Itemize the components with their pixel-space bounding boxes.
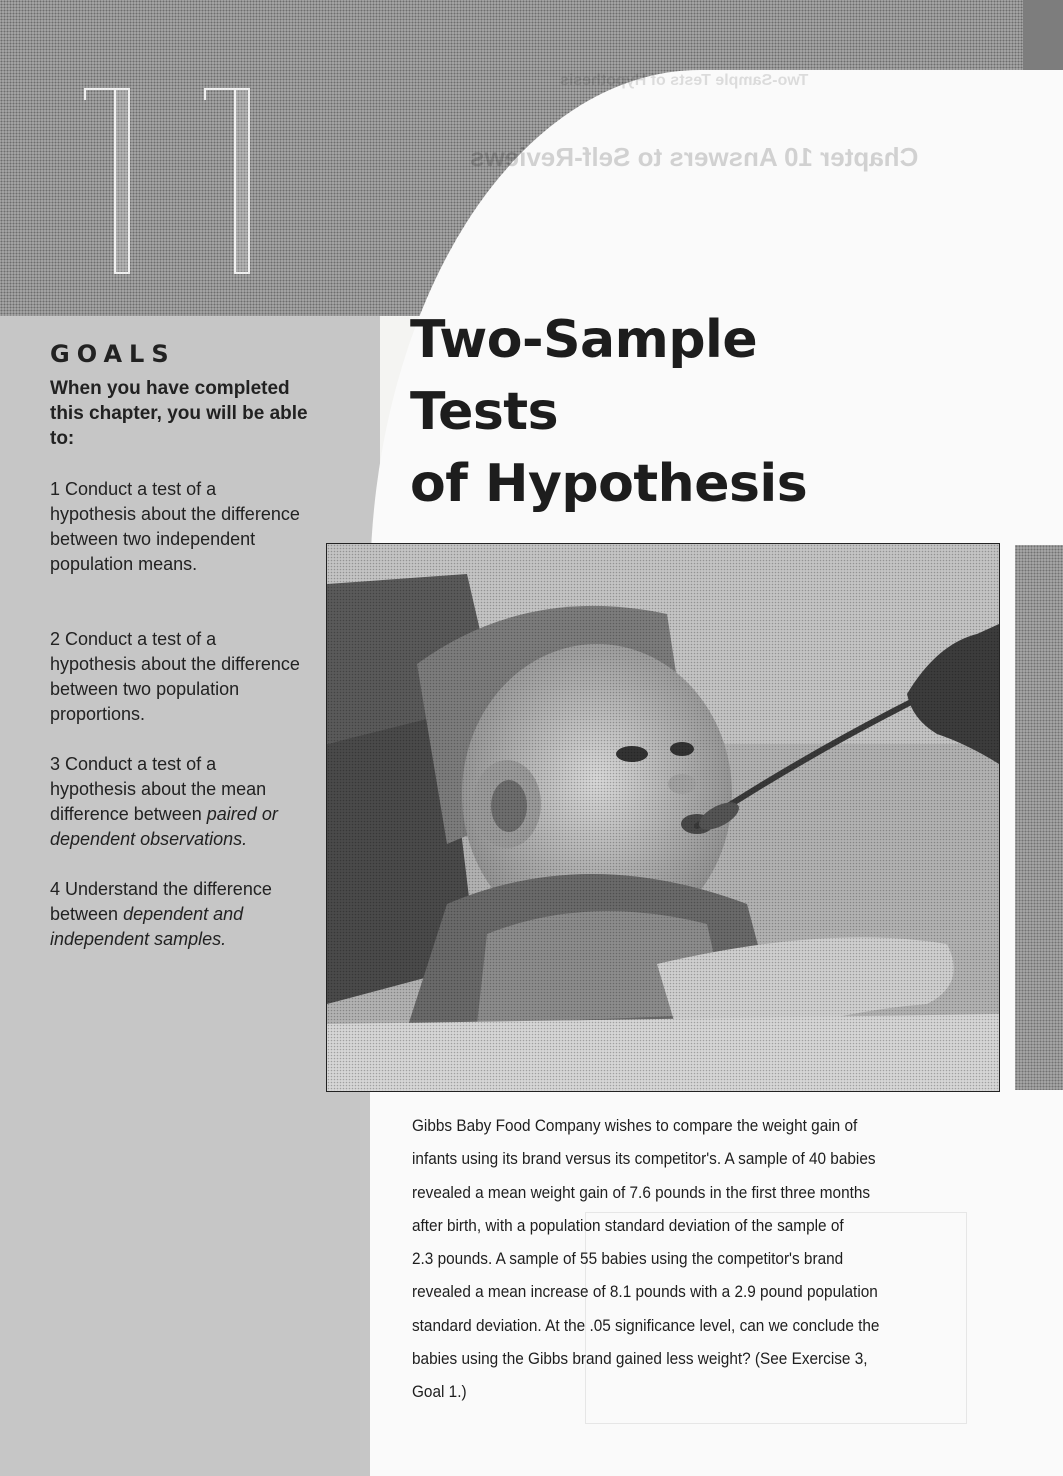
goal-text: Understand the difference between [50, 879, 272, 924]
chapter-title [410, 304, 890, 520]
photo-baby-being-fed-icon [327, 544, 999, 1091]
goal-item [50, 477, 300, 577]
chapter-photo [326, 543, 1000, 1092]
caption-line: standard deviation. At the .05 significance level, can we conclude the [412, 1316, 880, 1335]
caption-line: babies using the Gibbs brand gained less weight? (See Exercise 3, [412, 1350, 868, 1369]
goal-item [50, 752, 300, 852]
goals-heading: GOALS [50, 340, 176, 368]
chapter-digit-one [204, 88, 264, 274]
caption-line: infants using its brand versus its competitor's. A sample of 40 babies [412, 1150, 876, 1169]
goal-item [50, 877, 300, 952]
goal-text: Conduct a test of a hypothesis about the difference between two population proportions. [50, 629, 300, 724]
side-tab [1015, 545, 1063, 1090]
goal-emphasis: paired or dependent observations. [50, 804, 278, 849]
goal-text: Conduct a test of a hypothesis about the mean difference between [50, 754, 267, 824]
goal-number: 2 [50, 629, 61, 649]
caption-line: Gibbs Baby Food Company wishes to compare the weight gain of [412, 1117, 858, 1135]
goals-intro: When you have completed this chapter, you will be able to: [50, 378, 308, 449]
goal-emphasis: dependent and independent samples. [50, 904, 244, 949]
caption-line: after birth, with a population standard deviation of the sample of [412, 1216, 844, 1235]
caption-line: Goal 1.) [412, 1383, 467, 1402]
chapter-title-line: of Hypothesis [410, 454, 808, 514]
top-right-strip [1023, 0, 1063, 70]
caption-line: 2.3 pounds. A sample of 55 babies using the competitor's brand [412, 1250, 844, 1269]
bleed-through-running-head: Two-Sample Tests of Hypothesis [560, 72, 809, 89]
goal-number: 4 [50, 879, 61, 899]
goal-text: Conduct a test of a hypothesis about the difference between two independent population means. [50, 479, 300, 574]
goal-number: 3 [50, 754, 61, 774]
goal-item [50, 627, 300, 727]
chapter-digit-one [84, 88, 144, 274]
chapter-number [84, 88, 264, 274]
chapter-opening-problem [412, 1110, 896, 1410]
bleed-through-heading: Chapter 10 Answers to Self-Reviews [470, 142, 919, 172]
caption-line: revealed a mean weight gain of 7.6 pounds in the first three months [412, 1183, 871, 1202]
chapter-title-line: Two-Sample Tests [410, 310, 758, 442]
caption-line: revealed a mean increase of 8.1 pounds with a 2.9 pound population [412, 1283, 878, 1302]
goal-number: 1 [50, 479, 61, 499]
